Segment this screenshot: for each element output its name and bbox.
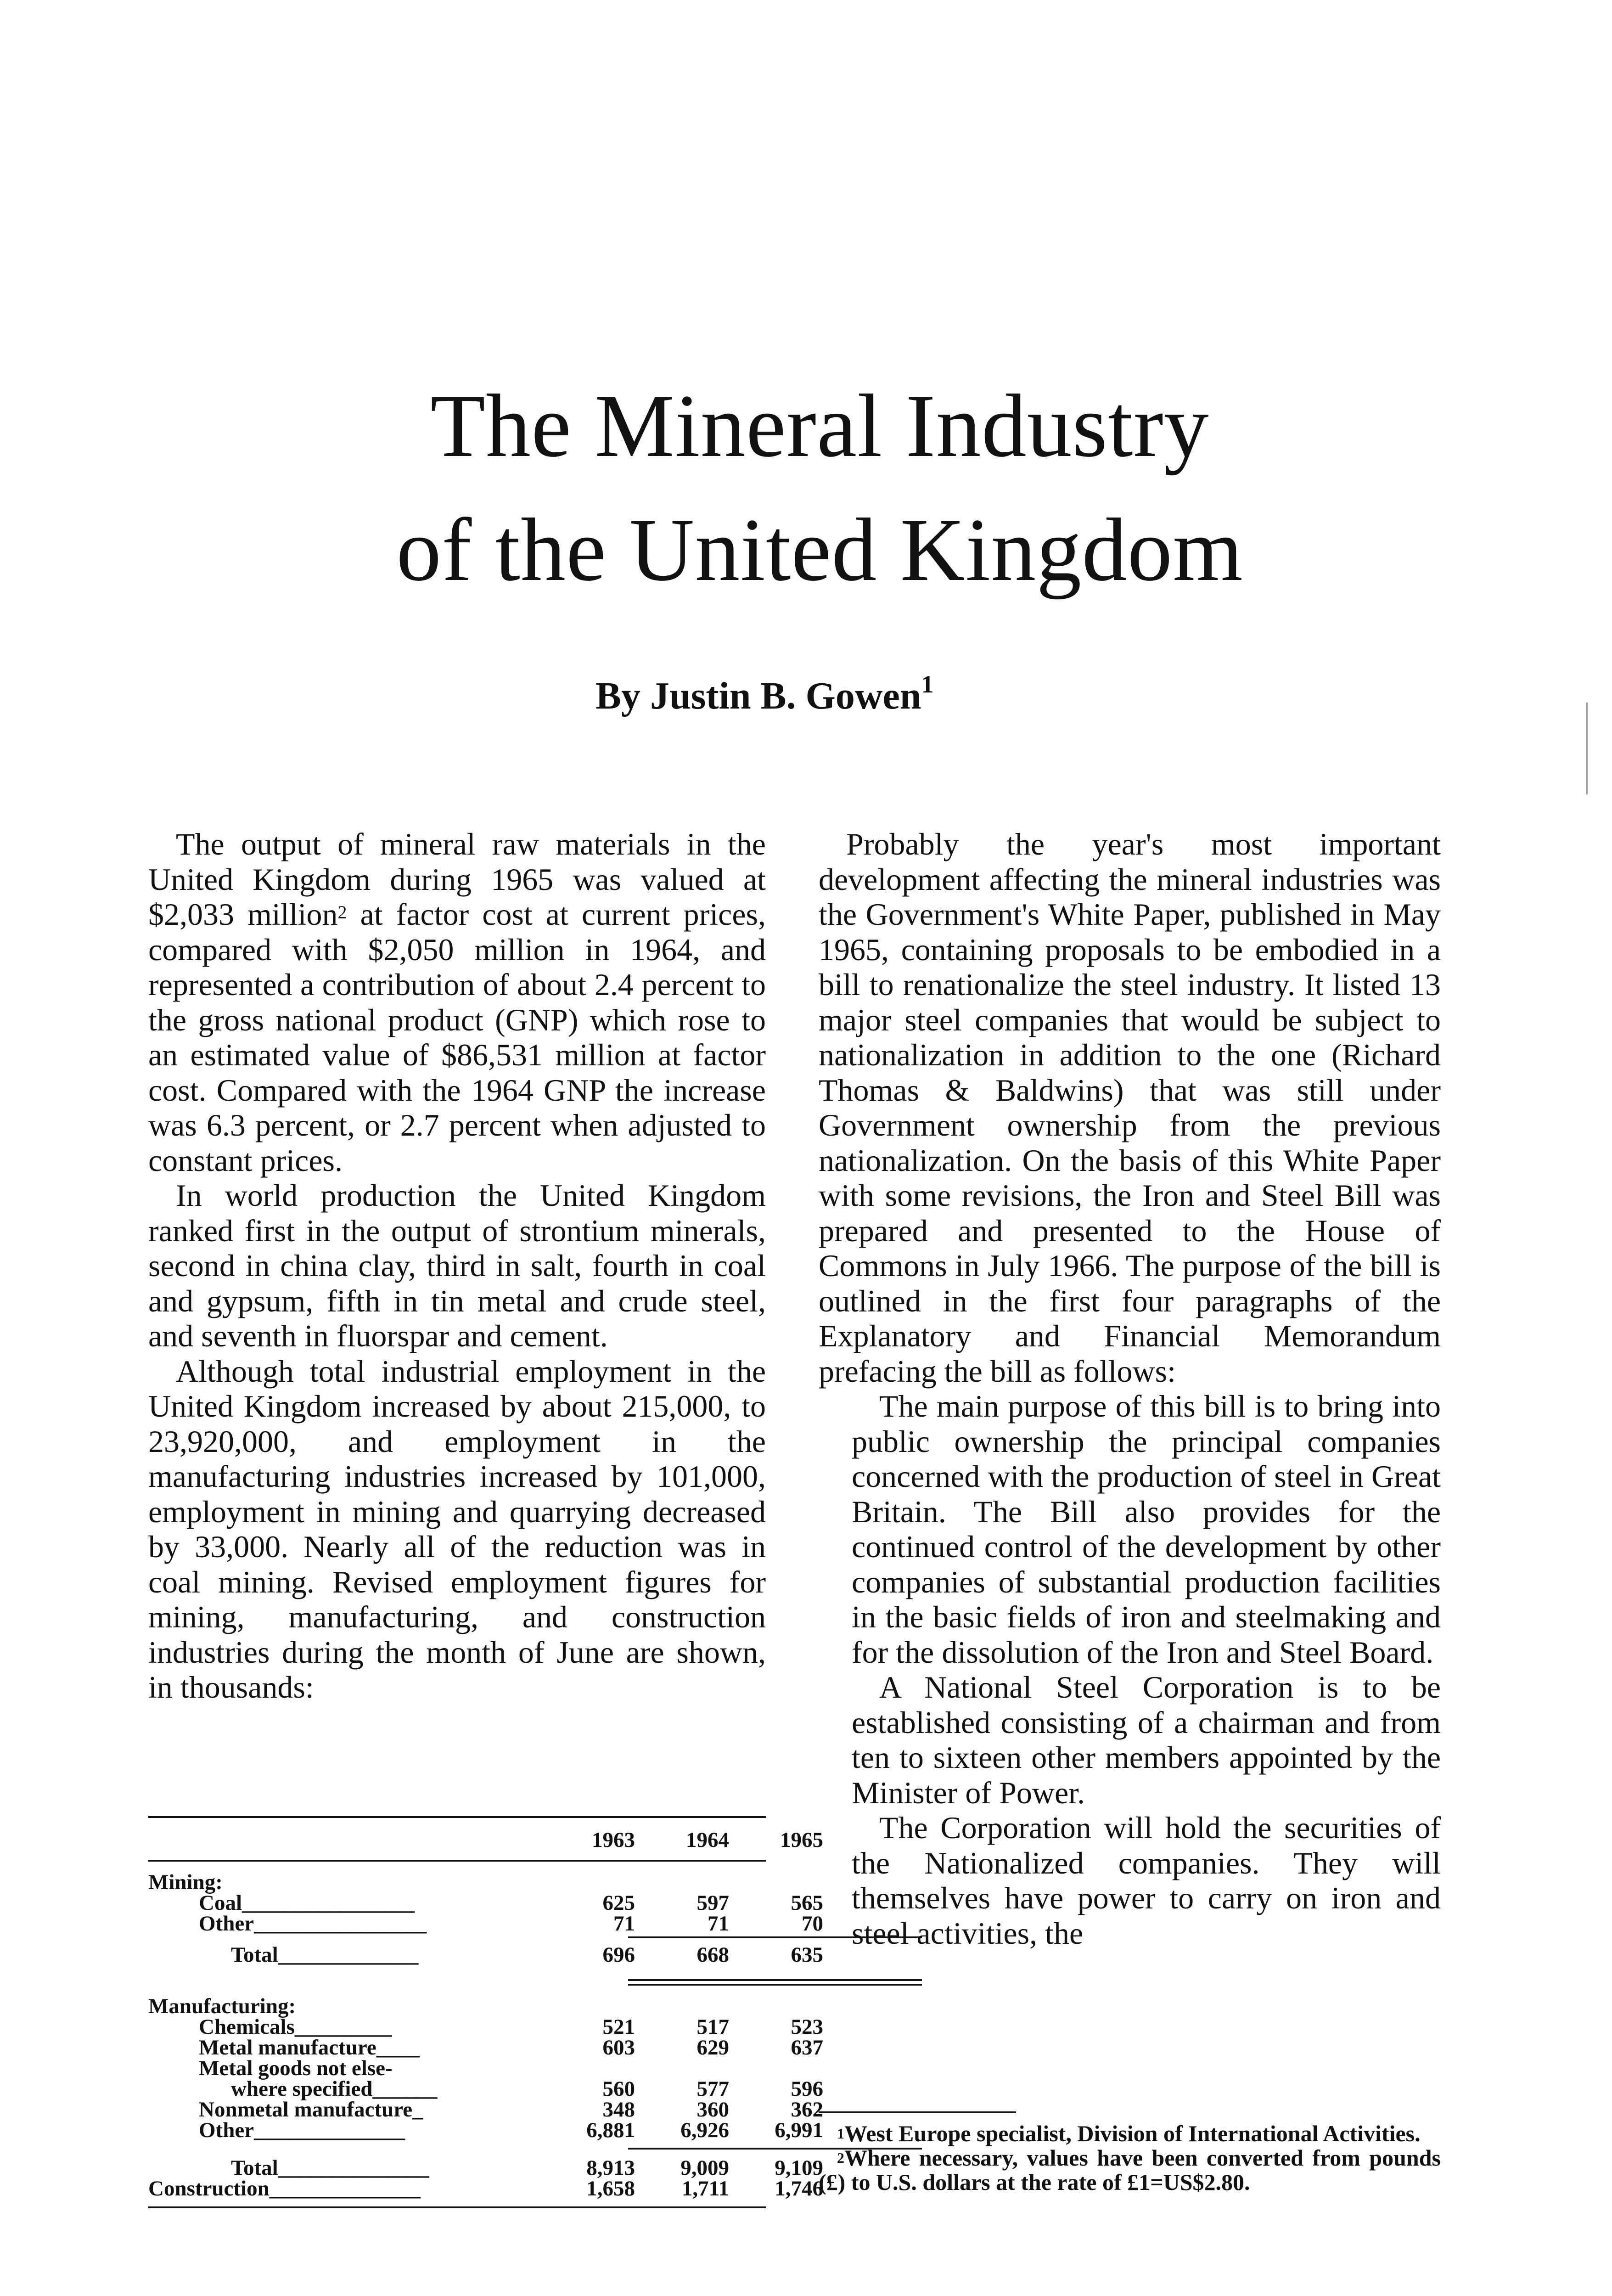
right-paragraph-1: Probably the year's most important development affecting the mineral industries was the Government's White Paper, published in May 1965, containing proposals to be embodied in a bill to renationalize the steel industry. It listed 13 major steel companies that would be subject to nationalization in addition to the one (Richard Thomas & Baldwins) that was still under Government ownership from the previous nationalization. On the basis of this White Paper with some revisions, the Iron and Steel Bill was prepared and presented to the House of Commons in July 1966. The purpose of the bill is outlined in the first four paragraphs of the Explanatory and Financial Memorandum prefacing the bill as follows: — [819, 827, 1441, 1389]
table-top-rule — [148, 1816, 766, 1818]
quote-paragraph-2: A National Steel Corporation is to be established consisting of a chairman and from ten to sixteen other members appointed by the Minister of Power. — [852, 1670, 1441, 1810]
footnote-2: $^2$Where necessary, values have been converted from pounds (£) to U.S. dollars at the rate of £1=US$2.80. — [819, 2145, 1441, 2195]
left-paragraph-3: Although total industrial employment in the United Kingdom increased by about 215,000, to 23,920,000, and employment in the manufacturing industries increased by 101,000, employment in mining and quarrying decreased by 33,000. Nearly all of the reduction was in coal mining. Revised employment figures for mining, manufacturing, and construction industries during the month of June are shown, in thousands: — [148, 1353, 766, 1705]
table-row: Metal manufacture____ 603 629 637 — [199, 2036, 823, 2060]
table-row: Construction______________ 1,658 1,711 1,746 — [148, 2177, 823, 2200]
left-paragraph-1 — [148, 827, 766, 1178]
mining-heading: Mining: — [148, 1870, 223, 1894]
author-name: By Justin B. Gowen — [595, 675, 921, 717]
quote-paragraph-3: The Corporation will hold the securities of the Nationalized companies. They will themselves have power to carry on iron and steel activities, the — [852, 1810, 1441, 1951]
quote-paragraph-1: The main purpose of this bill is to bring into public ownership the principal companies concerned with the production of steel in Great Britain. The Bill also provides for the continued control of the development by other companies of substantial production facilities in the basic fields of iron and steelmaking and for the dissolution of the Iron and Steel Board. — [852, 1389, 1441, 1670]
byline-footnote-ref: 1 — [921, 670, 934, 698]
left-column — [148, 827, 766, 1705]
row-label: Coal________________ — [199, 1891, 415, 1915]
table-row: where specified______ 560 577 596 — [231, 2077, 823, 2101]
table-header-row — [148, 1828, 823, 1852]
row-label: Total______________ — [231, 2156, 429, 2180]
table-row: Other______________ 6,881 6,926 6,991 — [199, 2118, 823, 2142]
table-header-rule — [148, 1860, 766, 1862]
table-total-row: Total______________ 8,913 9,009 9,109 — [231, 2156, 823, 2180]
table-row — [148, 1995, 766, 2017]
row-label: Metal manufacture____ — [199, 2036, 420, 2060]
header-1964: 1964 — [686, 1828, 729, 1852]
table-row: Other________________ 71 71 70 — [199, 1912, 823, 1936]
table-row: Nonmetal manufacture_ 348 360 362 — [199, 2098, 823, 2122]
table-bottom-rule — [148, 2206, 766, 2208]
manufacturing-heading: Manufacturing: — [148, 1994, 296, 2018]
row-label: Metal goods not else- — [199, 2056, 393, 2080]
table-row: Chemicals_________ 521 517 523 — [199, 2015, 823, 2039]
right-column — [819, 827, 1441, 1951]
scan-margin-mark — [1586, 703, 1588, 794]
row-label: Nonmetal manufacture_ — [199, 2098, 423, 2122]
row-label: Total_____________ — [231, 1943, 419, 1967]
left-paragraph-2: In world production the United Kingdom ranked first in the output of strontium minerals, second in china clay, third in salt, fourth in coal and gypsum, fifth in tin metal and crude steel, and seventh in fluorspar and cement. — [148, 1178, 766, 1353]
table-row — [148, 1871, 766, 1893]
page-title-line-2: of the United Kingdom — [396, 500, 1243, 600]
header-1963: 1963 — [592, 1828, 635, 1852]
row-label: Other______________ — [199, 2118, 405, 2142]
left-paragraph-1-a: The output of mineral raw materials in the United Kingdom during 1965 was valued at $2,033 million — [148, 827, 766, 932]
row-label: Other________________ — [199, 1912, 427, 1936]
footnote-ref-2: 2 — [337, 902, 347, 923]
footnotes — [819, 2122, 1441, 2195]
table-row: Coal________________ 625 597 565 — [199, 1891, 823, 1915]
total-double-rule-1 — [628, 1979, 922, 1981]
footnote-rule — [819, 2111, 1016, 2113]
table-row — [148, 2057, 766, 2079]
row-label: where specified______ — [231, 2077, 438, 2101]
row-label: Chemicals_________ — [199, 2015, 392, 2039]
footnote-1: $^1$West Europe specialist, Division of International Activities. — [837, 2121, 1421, 2146]
left-paragraph-1-b: at factor cost at current prices, compared with $2,050 million in 1964, and represented a contribution of about 2.4 percent to the gross national product (GNP) which rose to an estimated value of $86,531 million at factor cost. Compared with the 1964 GNP the increase was 6.3 percent, or 2.7 percent when adjusted to constant prices. — [148, 897, 766, 1178]
header-1965: 1965 — [780, 1828, 823, 1852]
byline — [595, 670, 1009, 718]
total-double-rule-2 — [628, 1984, 922, 1986]
row-label: Construction______________ — [148, 2177, 421, 2200]
page-title-line-1: The Mineral Industry — [430, 376, 1209, 476]
table-total-row: Total_____________ 696 668 635 — [231, 1943, 823, 1967]
